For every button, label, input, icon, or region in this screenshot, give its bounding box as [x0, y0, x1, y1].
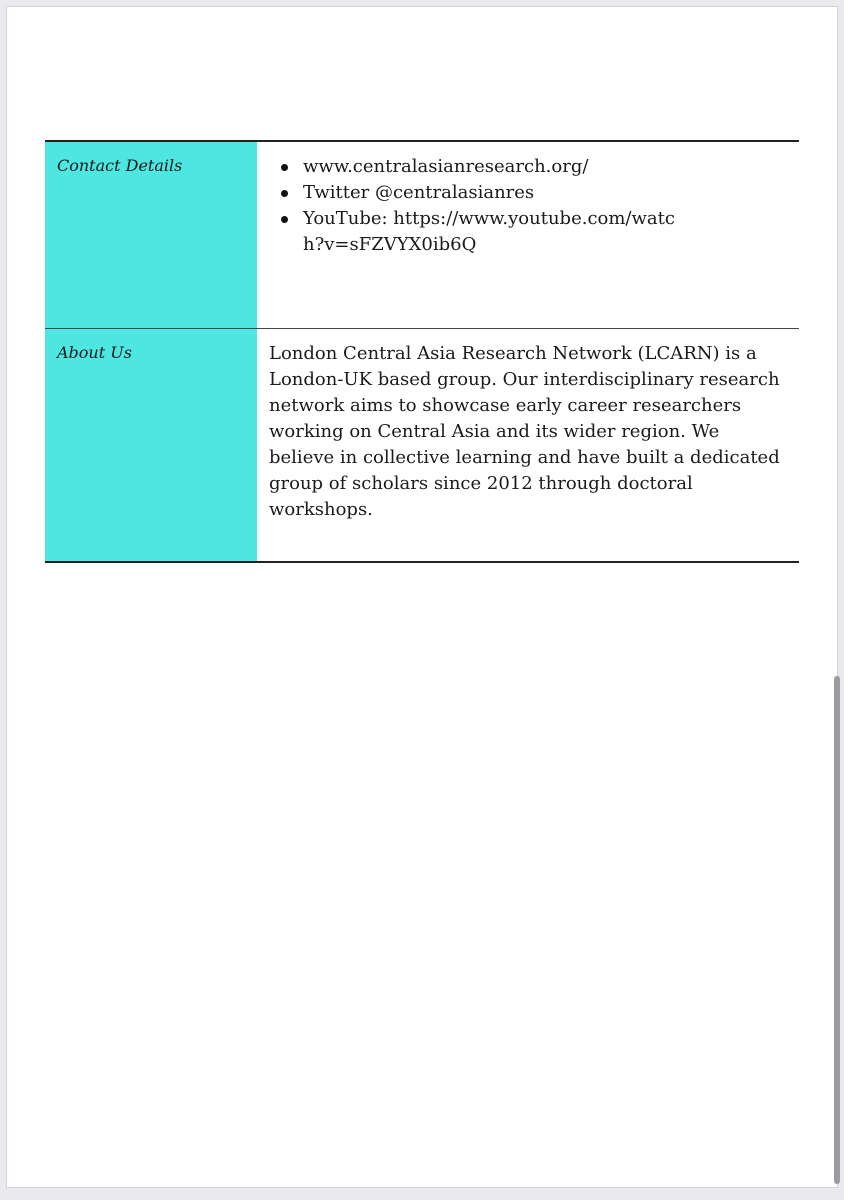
table-row-about-us [45, 329, 799, 563]
table-row-contact-details [45, 141, 799, 329]
contact-details-label: Contact Details [45, 141, 257, 329]
document-page [6, 6, 838, 1188]
about-us-label: About Us [45, 329, 257, 563]
contact-details-value [257, 141, 799, 329]
contact-list [269, 154, 789, 258]
contact-twitter-item: Twitter @centralasianres [303, 180, 789, 206]
info-table [45, 140, 799, 563]
contact-website-link[interactable]: www.centralasianresearch.org/ [303, 154, 789, 180]
about-us-text: London Central Asia Research Network (LCARN) is a London-UK based group. Our interdisciplinary research network aims to showcase early career researchers working on Central Asia and its wider region. We believe in collective learning and have built a dedicated group of scholars since 2012 through doctoral workshops. [269, 343, 780, 520]
contact-youtube-item[interactable]: YouTube: https://www.youtube.com/watch?v=sFZVYX0ib6Q [303, 206, 683, 258]
about-us-value [257, 329, 799, 563]
vertical-scrollbar[interactable] [834, 676, 840, 1184]
